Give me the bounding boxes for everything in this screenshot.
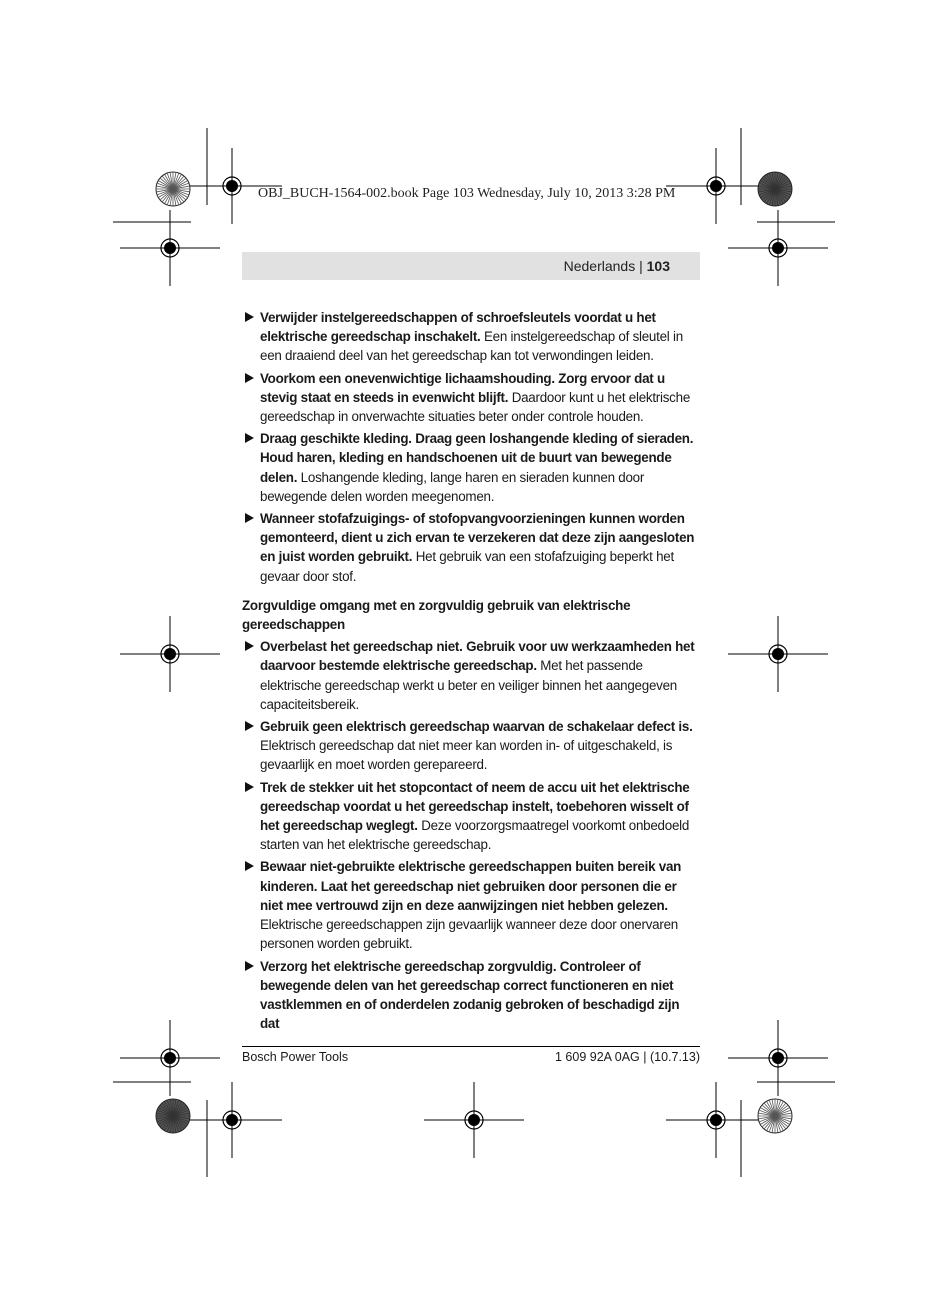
bullet-triangle-icon [245, 961, 254, 971]
item-emphasis: Verwijder instelgereedschappen of schroefsleutels voordat u het elektrische gereedschap inschakelt. [260, 310, 656, 345]
registration-crosshair-icon [666, 148, 766, 224]
list-item [242, 857, 700, 953]
item-emphasis: Overbelast het gereedschap niet. Gebruik voor uw werkzaamheden het daarvoor bestemde elektrische gereedschap. [260, 639, 695, 674]
bullet-triangle-icon [245, 373, 254, 383]
list-item [242, 717, 700, 775]
registration-crosshair-icon [182, 1082, 282, 1158]
page-number: 103 [646, 258, 670, 274]
registration-crosshair-icon [424, 1082, 524, 1158]
header-label [564, 258, 670, 274]
registration-crosshair-icon [120, 1020, 220, 1096]
item-text: Elektrisch gereedschap dat niet meer kan worden in- of uitgeschakeld, is gevaarlijk en moet worden gerepareerd. [260, 738, 673, 773]
item-emphasis: Bewaar niet-gebruikte elektrische gereedschappen buiten bereik van kinderen. Laat het gereedschap niet gebruiken door personen die er niet mee vertrouwd zijn en deze aanwijzingen niet hebben gelezen. [260, 859, 682, 913]
bullet-triangle-icon [245, 312, 254, 322]
gray-dial-icon [758, 172, 792, 206]
item-text: Deze voorzorgsmaatregel voorkomt onbedoeld starten van het elektrische gereedschap. [260, 818, 690, 853]
printer-slug-line: OBJ_BUCH-1564-002.book Page 103 Wednesday, July 10, 2013 3:28 PM [258, 186, 676, 201]
bullet-triangle-icon [245, 513, 254, 523]
registration-crosshair-icon [120, 616, 220, 692]
registration-crosshair-icon [666, 1082, 766, 1158]
item-text: Elektrische gereedschappen zijn gevaarlijk wanneer deze door onervaren personen worden gebruikt. [260, 917, 678, 952]
registration-crosshair-icon [728, 210, 828, 286]
footer-doc-code: 1 609 92A 0AG | (10.7.13) [554, 1050, 700, 1064]
list-item [242, 429, 700, 506]
item-text: Loshangende kleding, lange haren en sieraden kunnen door bewegende delen worden meegenomen. [260, 469, 645, 504]
running-header [242, 252, 700, 280]
list-item [242, 308, 700, 366]
starburst-dial-icon [156, 172, 190, 206]
footer-rule [242, 1046, 700, 1047]
bullet-triangle-icon [245, 721, 254, 731]
registration-crosshair-icon [728, 616, 828, 692]
registration-crosshair-icon [728, 1020, 828, 1096]
starburst-dial-icon [758, 1099, 792, 1133]
list-item [242, 637, 700, 714]
item-emphasis: Wanneer stofafzuigings- of stofopvangvoorzieningen kunnen worden gemonteerd, dient u zich ervan te verzekeren dat deze zijn aangesloten en juist worden gebruikt. [260, 511, 695, 565]
footer-brand: Bosch Power Tools [242, 1050, 349, 1064]
section-heading: Zorgvuldige omgang met en zorgvuldig gebruik van elektrische gereedschappen [242, 597, 631, 633]
bullet-triangle-icon [245, 641, 254, 651]
list-item [242, 957, 700, 1034]
list-item [242, 369, 700, 427]
item-emphasis: Gebruik geen elektrisch gereedschap waarvan de schakelaar defect is. [260, 719, 693, 735]
gray-dial-icon [156, 1099, 190, 1133]
main-text [242, 308, 700, 1036]
item-emphasis: Trek de stekker uit het stopcontact of neem de accu uit het elektrische gereedschap voordat u het gereedschap instelt, toebehoren wisselt of het gereedschap weglegt. [260, 779, 690, 834]
item-text: Daardoor kunt u het elektrische gereedschap in onverwachte situaties beter onder controle houden. [260, 389, 691, 425]
item-emphasis: Voorkom een onevenwichtige lichaamshouding. Zorg ervoor dat u stevig staat en steeds in evenwicht blijft. [260, 370, 665, 405]
header-separator: | [639, 258, 643, 274]
bullet-triangle-icon [245, 861, 254, 871]
list-item [242, 509, 700, 586]
bullet-triangle-icon [245, 782, 254, 792]
header-language: Nederlands [563, 258, 636, 274]
item-text: Een instelgereedschap of sleutel in een draaiend deel van het gereedschap kan tot verwondingen leiden. [260, 329, 683, 364]
item-emphasis: Draag geschikte kleding. Draag geen loshangende kleding of sieraden. Houd haren, kleding en handschoenen uit de buurt van bewegende delen. [260, 431, 694, 485]
item-emphasis: Verzorg het elektrische gereedschap zorgvuldig. Controleer of bewegende delen van het gereedschap correct functioneren en niet vastklemmen en of onderdelen zodanig gebroken of beschadigd zijn dat [260, 958, 680, 1032]
bullet-triangle-icon [245, 433, 254, 443]
item-text: Het gebruik van een stofafzuiging beperkt het gevaar door stof. [260, 549, 674, 584]
list-item [242, 778, 700, 855]
registration-crosshair-icon [120, 210, 220, 286]
item-text: Met het passende elektrische gereedschap werkt u beter en veiliger binnen het aangegeven capaciteitsbereik. [260, 658, 677, 712]
